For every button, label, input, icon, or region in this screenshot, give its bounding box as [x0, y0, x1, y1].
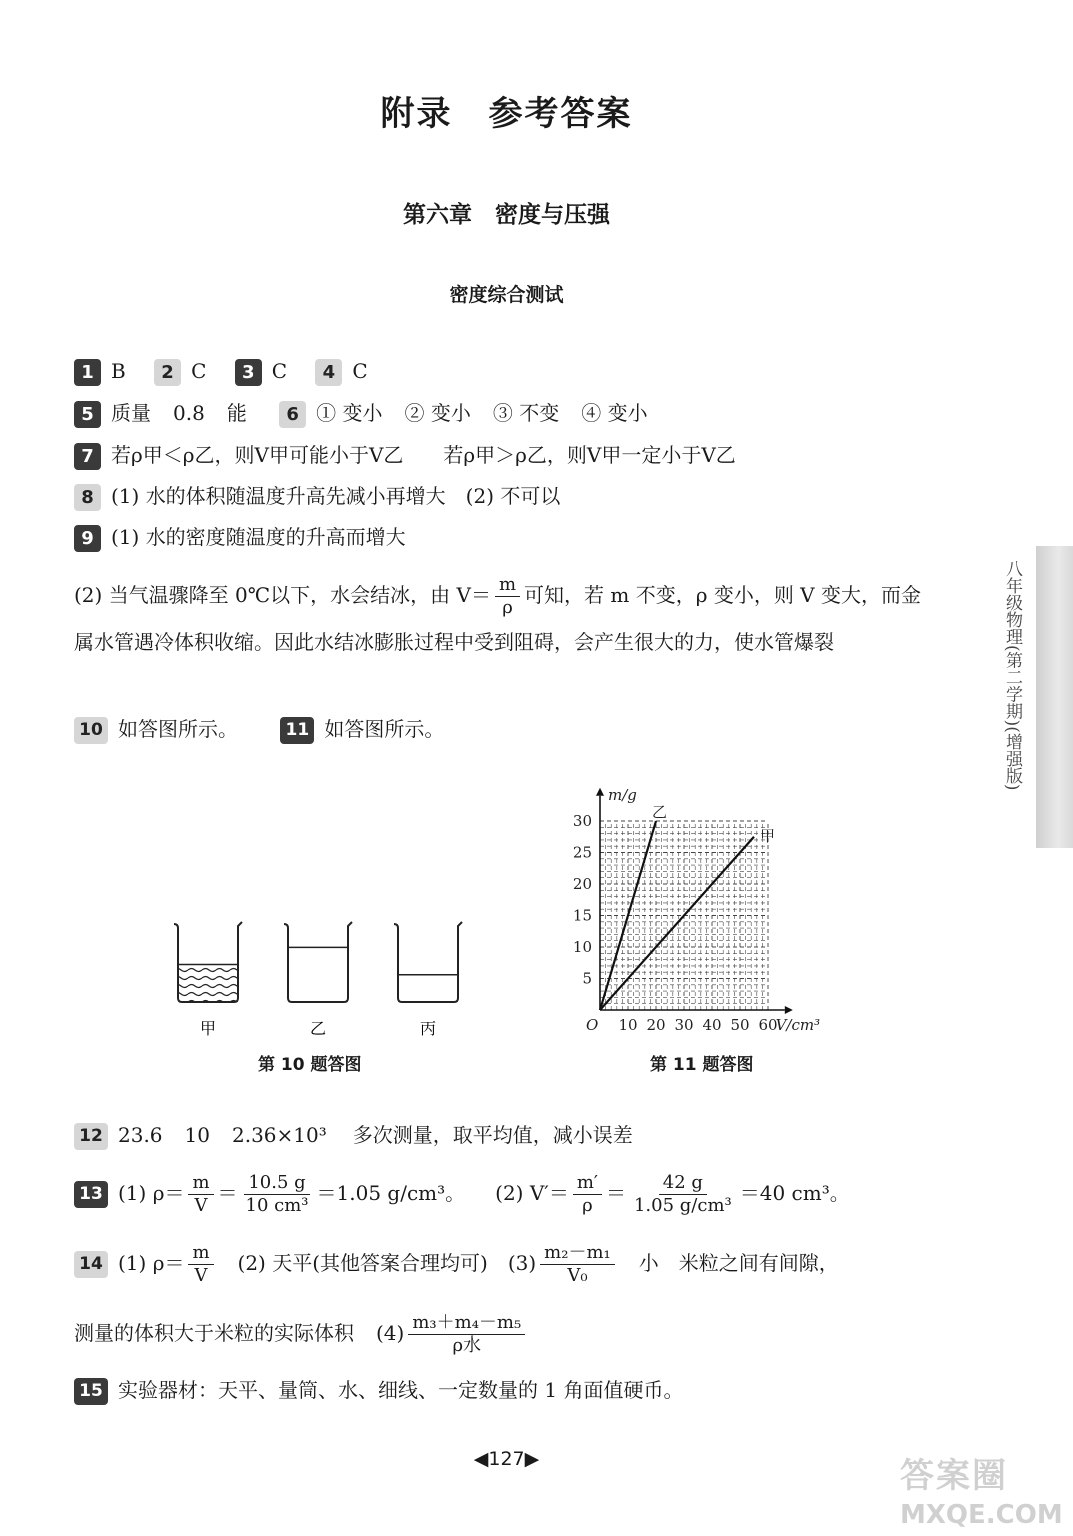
fraction	[408, 1312, 525, 1357]
question-badge: 14	[74, 1251, 108, 1278]
answer-text: 如答图所示。	[118, 717, 238, 741]
answer-text: 能	[226, 401, 247, 425]
answer-text: ③ 不变	[492, 401, 560, 425]
question-badge: 15	[74, 1378, 108, 1405]
x-tick-label: 20	[646, 1016, 666, 1034]
answer-text: 实验器材：天平、量筒、水、细线、一定数量的 1 角面值硬币。	[118, 1378, 684, 1402]
x-tick-label: 50	[730, 1016, 750, 1034]
y-tick-label: 10	[572, 938, 592, 956]
question-badge: 7	[74, 443, 101, 470]
x-tick-label: 10	[618, 1016, 638, 1034]
y-tick-label: 25	[572, 843, 592, 862]
answer-text: (1) ρ＝	[118, 1181, 185, 1205]
y-tick-label: 5	[582, 969, 592, 988]
question-badge: 3	[235, 359, 262, 386]
answer-row-12	[74, 1121, 633, 1150]
fraction-denominator: 10 cm³	[245, 1195, 309, 1216]
fraction-numerator: 42 g	[659, 1172, 707, 1195]
answer-row-13	[74, 1168, 850, 1218]
fraction-numerator: m	[495, 574, 520, 597]
watermark-logo: 答案圈	[900, 1456, 1008, 1496]
answer-text: 质量	[111, 401, 151, 425]
answer-text: (2) 当气温骤降至 0℃以下，水会结冰，由 V＝	[74, 583, 491, 607]
y-tick-label: 15	[572, 906, 592, 925]
fraction	[630, 1172, 736, 1217]
side-tab	[1036, 546, 1073, 848]
answer-text: (1) ρ＝	[118, 1251, 185, 1275]
answer-text: 若ρ甲＜ρ乙，则V甲可能小于V乙 若ρ甲＞ρ乙，则V甲一定小于V乙	[111, 443, 736, 467]
x-axis-arrow	[785, 1006, 793, 1014]
fraction-numerator: m	[188, 1172, 213, 1195]
watermark-url: MXQE.COM	[900, 1500, 1063, 1530]
chapter-heading: 第六章 密度与压强	[403, 202, 610, 228]
x-tick-label: 60	[758, 1016, 778, 1034]
question-badge: 8	[74, 484, 101, 511]
series-line-jia	[600, 837, 754, 1010]
beaker-label-yi: 乙	[309, 1019, 327, 1038]
x-axis-label: V/cm³	[775, 1016, 821, 1034]
question-badge: 2	[154, 359, 181, 386]
answer-row-8	[74, 482, 560, 511]
fraction	[188, 1172, 213, 1217]
y-tick-label: 30	[572, 812, 592, 830]
fraction-denominator: V₀	[567, 1265, 588, 1286]
figure-10-beakers	[160, 910, 480, 1040]
answer-text: 如答图所示。	[324, 717, 445, 741]
answer-text: 小 米粒之间有间隙，	[638, 1251, 839, 1275]
answer-text: 0.8	[173, 401, 205, 425]
y-tick-label: 20	[572, 875, 592, 893]
series-label: 乙	[652, 803, 668, 821]
series-label: 甲	[760, 826, 776, 845]
fraction-denominator: V	[194, 1265, 208, 1286]
answer-text: ④ 变小	[581, 401, 648, 425]
question-badge: 13	[74, 1181, 108, 1208]
fraction-denominator: ρ	[502, 597, 513, 618]
question-badge: 1	[74, 359, 101, 386]
answer-text: 测量的体积大于米粒的实际体积	[74, 1321, 354, 1345]
answer-text: C	[271, 359, 288, 383]
fraction-numerator: 10.5 g	[244, 1172, 309, 1195]
side-label: 八年级物理(第二学期)(增强版)	[1002, 560, 1022, 791]
figure-11-chart	[560, 782, 850, 1042]
answer-row-15	[74, 1376, 683, 1405]
answer-text: (4)	[376, 1321, 405, 1345]
fraction-denominator: 1.05 g/cm³	[633, 1195, 732, 1216]
beaker-outline	[284, 922, 352, 1002]
fraction	[540, 1242, 615, 1287]
answer-text: (2) 天平(其他答案合理均可)	[237, 1251, 488, 1275]
y-axis-label: m/g	[608, 785, 637, 804]
answer-text: ＝	[217, 1181, 238, 1205]
answer-text: (1) 水的体积随温度升高先减小再增大 (2) 不可以	[111, 484, 561, 508]
answer-text: B	[111, 359, 126, 383]
fraction	[495, 574, 520, 619]
answer-text: (1) 水的密度随温度的升高而增大	[111, 525, 406, 549]
answer-row-14-line2	[74, 1308, 529, 1358]
answer-text: (2) V′＝	[495, 1181, 569, 1205]
answer-row-14	[74, 1238, 839, 1288]
question-badge: 6	[279, 401, 306, 428]
answer-text: 10	[184, 1123, 210, 1147]
page-number: ◀127▶	[473, 1448, 540, 1470]
page-title: 附录 参考答案	[380, 94, 633, 134]
answer-text: C	[352, 359, 368, 383]
answer-row-10-11	[74, 715, 444, 744]
figure-11-caption: 第 11 题答图	[650, 1055, 754, 1075]
fraction-numerator: m	[188, 1242, 213, 1265]
y-axis-arrow	[596, 788, 604, 796]
beaker-outline	[394, 922, 462, 1002]
question-badge: 10	[74, 717, 108, 744]
page-number-value: 127	[488, 1448, 525, 1470]
fraction-numerator: m′	[573, 1172, 602, 1195]
answer-text: 多次测量，取平均值，减小误差	[352, 1123, 633, 1147]
fraction	[242, 1172, 313, 1217]
fraction-denominator: ρ	[582, 1195, 593, 1216]
fraction-numerator: m₃＋m₄－m₅	[408, 1312, 525, 1335]
answer-paragraph-9-2	[74, 572, 940, 665]
question-badge: 9	[74, 525, 101, 552]
figure-10-caption: 第 10 题答图	[258, 1055, 362, 1075]
x-tick-label: 40	[702, 1016, 722, 1034]
beaker-label-bing: 丙	[419, 1019, 437, 1038]
beaker-liquid	[178, 965, 238, 1002]
answer-row-5-6	[74, 399, 648, 428]
section-heading: 密度综合测试	[449, 284, 564, 306]
answer-row-7	[74, 441, 736, 470]
answer-text: C	[191, 359, 207, 383]
answer-text: 可知，若 m 不变，ρ 变小，则 V 变大，而金属水管遇冷体积收缩。因此水结冰膨胀过程中受到阻碍，会产生很大的力，使水管爆裂	[74, 583, 921, 654]
question-badge: 11	[280, 717, 314, 744]
answer-text: (3)	[507, 1251, 537, 1275]
answer-text: ＝1.05 g/cm³。	[316, 1181, 466, 1205]
fraction-denominator: V	[194, 1195, 208, 1216]
answer-row-1-4	[74, 357, 368, 386]
fraction	[188, 1242, 213, 1287]
answer-text: ① 变小	[316, 401, 383, 425]
beaker-label-jia: 甲	[199, 1019, 217, 1038]
answer-text: 2.36×10³	[231, 1123, 327, 1147]
fraction	[573, 1172, 602, 1217]
answer-row-9	[74, 523, 406, 552]
question-badge: 4	[315, 359, 342, 386]
answer-text: ② 变小	[404, 401, 471, 425]
origin-label: O	[586, 1016, 599, 1034]
fraction-numerator: m₂－m₁	[540, 1242, 615, 1265]
x-tick-label: 30	[674, 1016, 694, 1034]
answer-text: ＝	[605, 1181, 626, 1205]
answer-text: 23.6	[118, 1123, 163, 1147]
fraction-denominator: ρ水	[452, 1335, 482, 1356]
answer-text: ＝40 cm³。	[739, 1181, 850, 1205]
question-badge: 12	[74, 1123, 108, 1150]
question-badge: 5	[74, 401, 101, 428]
